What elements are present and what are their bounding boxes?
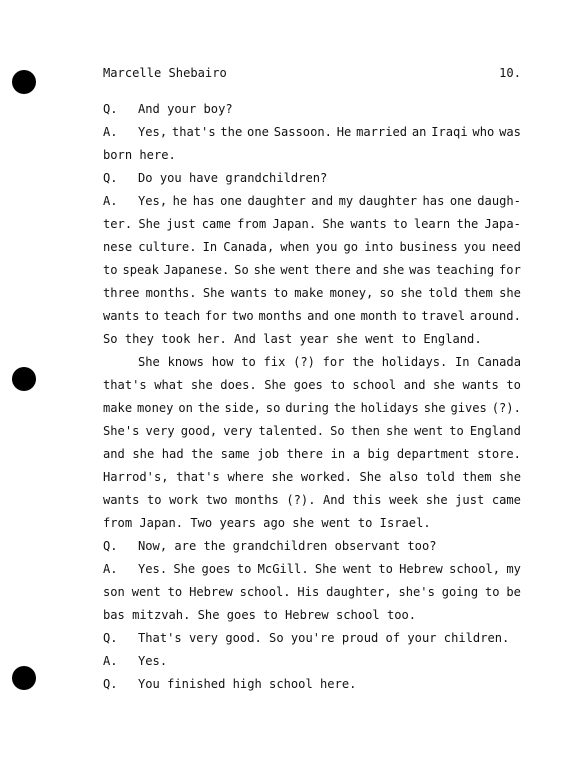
line-text: She knows how to fix (?) for the holidays. In Canada bbox=[138, 355, 521, 369]
line-text: Yes. She goes to McGill. She went to Hebrew school, my bbox=[138, 562, 521, 576]
transcript-line bbox=[103, 374, 521, 397]
line-text: born here. bbox=[103, 148, 176, 162]
line-text: wants to work two months (?). And this week she just came bbox=[103, 493, 521, 507]
line-text: three months. She wants to make money, so she told them she bbox=[103, 286, 521, 300]
transcript-line bbox=[103, 190, 521, 213]
transcript-line bbox=[103, 489, 521, 512]
transcript-line bbox=[103, 604, 521, 627]
transcript-line bbox=[103, 512, 521, 535]
speaker-tag: Q. bbox=[103, 171, 118, 185]
speaker-tag: Q. bbox=[103, 677, 118, 691]
transcript-line bbox=[103, 420, 521, 443]
transcript-line bbox=[103, 443, 521, 466]
speaker-tag: Q. bbox=[103, 631, 118, 645]
line-text: Yes, he has one daughter and my daughter has one daugh- bbox=[138, 194, 521, 208]
transcript-body bbox=[103, 98, 521, 696]
line-text: and she had the same job there in a big department store. bbox=[103, 447, 521, 461]
transcript-line bbox=[103, 581, 521, 604]
transcript-line bbox=[103, 121, 521, 144]
transcript-line bbox=[103, 328, 521, 351]
page-header bbox=[103, 64, 521, 82]
line-text: son went to Hebrew school. His daughter, she's going to be bbox=[103, 585, 521, 599]
line-text: So they took her. And last year she went to England. bbox=[103, 332, 482, 346]
line-text: Harrod's, that's where she worked. She also told them she bbox=[103, 470, 521, 484]
speaker-tag: A. bbox=[103, 654, 118, 668]
speaker-tag: A. bbox=[103, 194, 118, 208]
speaker-tag: A. bbox=[103, 125, 118, 139]
line-text: to speak Japanese. So she went there and she was teaching for bbox=[103, 263, 521, 277]
line-text: nese culture. In Canada, when you go into business you need bbox=[103, 240, 521, 254]
line-text: bas mitzvah. She goes to Hebrew school too. bbox=[103, 608, 417, 622]
transcript-line bbox=[103, 98, 521, 121]
speaker-tag: Q. bbox=[103, 539, 118, 553]
transcript-line bbox=[103, 558, 521, 581]
line-text: Yes, that's the one Sassoon. He married an Iraqi who was bbox=[138, 125, 521, 139]
line-text: that's what she does. She goes to school and she wants to bbox=[103, 378, 521, 392]
transcript-line bbox=[103, 650, 521, 673]
interviewee-name: Marcelle Shebairo bbox=[103, 66, 227, 80]
line-text: Now, are the grandchildren observant too? bbox=[138, 539, 437, 553]
line-text: from Japan. Two years ago she went to Israel. bbox=[103, 516, 431, 530]
transcript-line bbox=[103, 282, 521, 305]
binder-hole-bottom bbox=[12, 666, 36, 690]
transcript-line bbox=[103, 673, 521, 696]
line-text: Yes. bbox=[138, 654, 168, 668]
page-number: 10. bbox=[499, 66, 521, 80]
transcript-line bbox=[103, 236, 521, 259]
binder-hole-middle bbox=[12, 367, 36, 391]
line-text: That's very good. So you're proud of your children. bbox=[138, 631, 510, 645]
line-text: You finished high school here. bbox=[138, 677, 357, 691]
transcript-line bbox=[103, 144, 521, 167]
line-text: She's very good, very talented. So then she went to England bbox=[103, 424, 521, 438]
transcript-line bbox=[103, 305, 521, 328]
transcript-line bbox=[103, 466, 521, 489]
speaker-tag: Q. bbox=[103, 102, 118, 116]
transcript-line bbox=[103, 351, 521, 374]
transcript-line bbox=[103, 397, 521, 420]
line-text: make money on the side, so during the holidays she gives (?). bbox=[103, 401, 521, 415]
line-text: And your boy? bbox=[138, 102, 233, 116]
line-text: wants to teach for two months and one month to travel around. bbox=[103, 309, 521, 323]
line-text: ter. She just came from Japan. She wants to learn the Japa- bbox=[103, 217, 521, 231]
transcript-line bbox=[103, 535, 521, 558]
speaker-tag: A. bbox=[103, 562, 118, 576]
transcript-line bbox=[103, 213, 521, 236]
transcript-line bbox=[103, 259, 521, 282]
line-text: Do you have grandchildren? bbox=[138, 171, 328, 185]
binder-hole-top bbox=[12, 70, 36, 94]
transcript-line bbox=[103, 167, 521, 190]
transcript-line bbox=[103, 627, 521, 650]
